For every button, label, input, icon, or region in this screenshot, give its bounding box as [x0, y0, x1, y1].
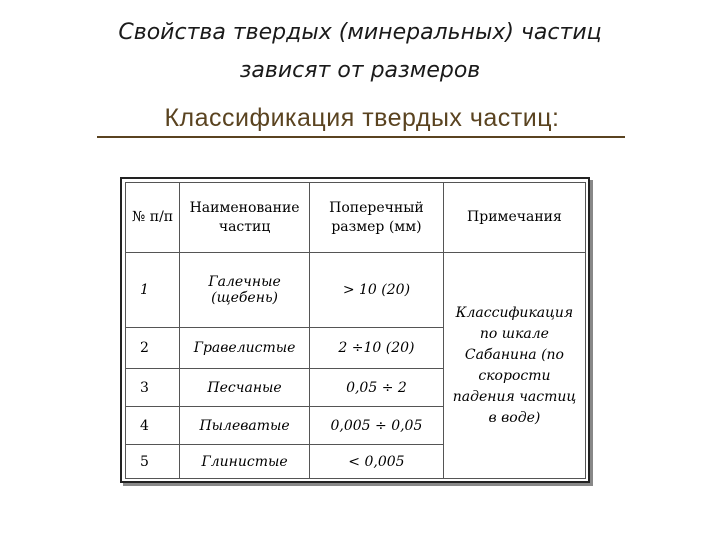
header-size: Поперечный размер (мм): [309, 183, 443, 253]
row-size: 0,05 ÷ 2: [309, 369, 443, 407]
row-number: 3: [126, 369, 180, 407]
row-name: Галечные (щебень): [180, 253, 310, 328]
slide-title: [0, 14, 720, 90]
row-name: Песчаные: [180, 369, 310, 407]
header-number: № п/п: [126, 183, 180, 253]
notes-cell: Классификация по шкале Сабанина (по скорости падения частиц в воде): [443, 253, 585, 479]
header-notes: Примечания: [443, 183, 585, 253]
table-row: [126, 253, 586, 328]
row-name: Глинистые: [180, 445, 310, 479]
row-number: 2: [126, 328, 180, 369]
row-size: > 10 (20): [309, 253, 443, 328]
header-name: Наименование частиц: [180, 183, 310, 253]
row-number: 1: [126, 253, 180, 328]
table-header-row: [126, 183, 586, 253]
row-size: 2 ÷10 (20): [309, 328, 443, 369]
row-name: Пылеватые: [180, 407, 310, 445]
row-name: Гравелистые: [180, 328, 310, 369]
row-size: 0,005 ÷ 0,05: [309, 407, 443, 445]
row-number: 4: [126, 407, 180, 445]
row-size: < 0,005: [309, 445, 443, 479]
slide-subtitle: Классификация твердых частиц:: [164, 104, 560, 132]
row-number: 5: [126, 445, 180, 479]
subtitle-underline: [97, 136, 625, 138]
slide-title-line-2: зависят от размеров: [239, 58, 481, 83]
classification-table: [125, 182, 586, 479]
slide-title-line-1: Свойства твердых (минеральных) частиц: [118, 20, 602, 45]
